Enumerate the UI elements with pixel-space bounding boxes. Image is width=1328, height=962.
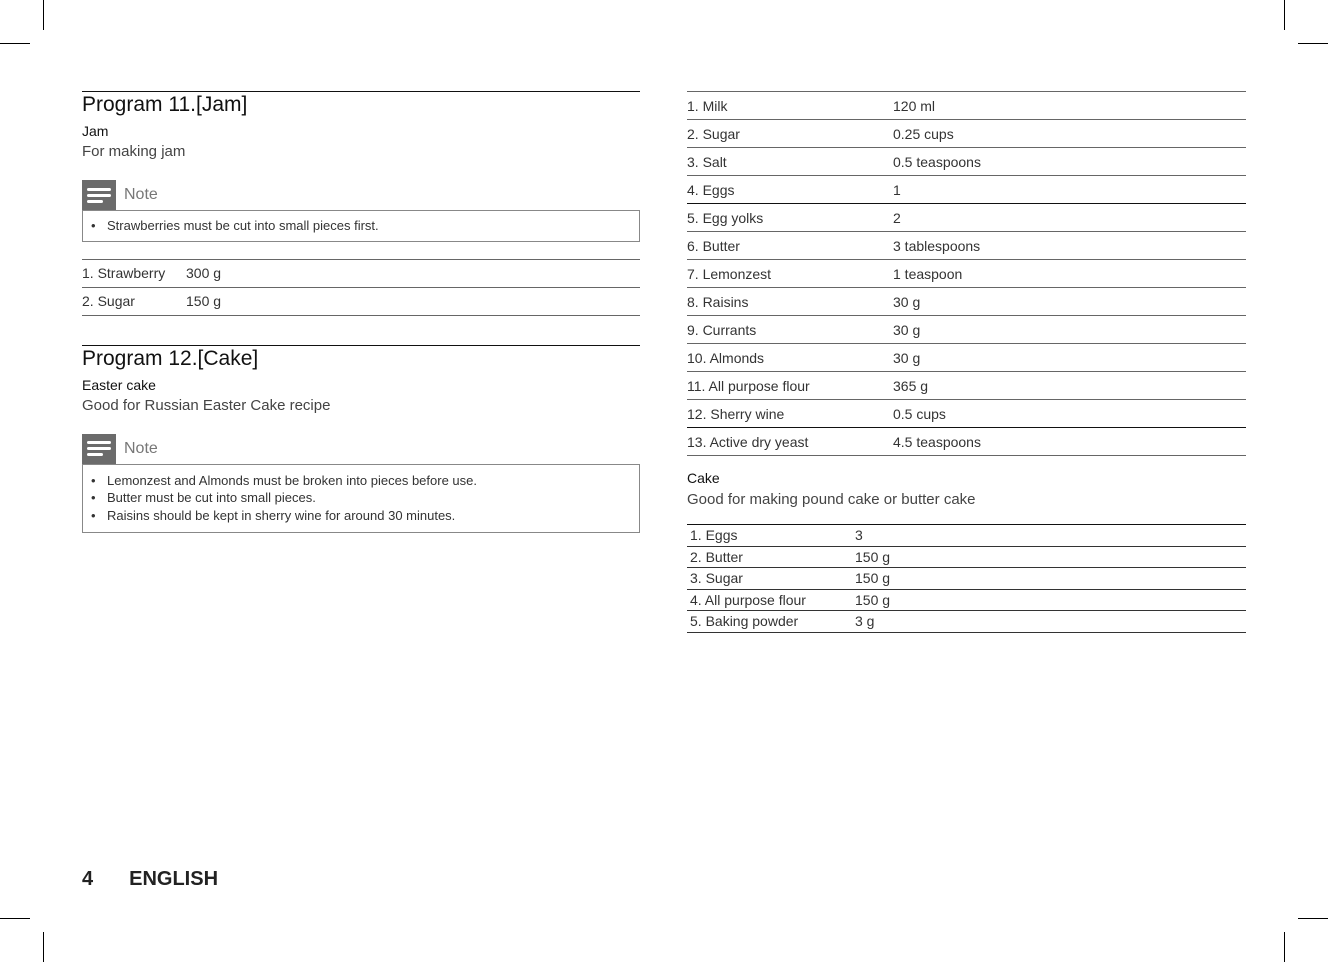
table-row — [687, 568, 1246, 590]
jam-ingredients-table — [82, 259, 640, 316]
ingredient-amount: 120 ml — [893, 97, 936, 114]
table-row — [687, 232, 1246, 260]
ingredient-name: 11. All purpose flour — [687, 377, 810, 394]
ingredient-name: 1. Strawberry — [82, 265, 166, 281]
table-row — [687, 611, 1246, 633]
table-row — [687, 316, 1246, 344]
table-row — [687, 148, 1246, 176]
table-row — [687, 288, 1246, 316]
ingredient-name: 4. All purpose flour — [690, 591, 806, 608]
page-footer — [82, 868, 218, 891]
ingredient-name: 2. Sugar — [82, 293, 135, 309]
easter-cake-ingredients-table — [687, 91, 1246, 456]
ingredient-name: 10. Almonds — [687, 349, 765, 366]
note-box — [82, 210, 640, 242]
ingredient-amount: 2 — [893, 209, 901, 226]
program-11-description: For making jam — [82, 143, 186, 160]
ingredient-name: 9. Currants — [687, 321, 757, 338]
program-12-description: Good for Russian Easter Cake recipe — [82, 396, 331, 414]
page-number: 4 — [82, 868, 94, 890]
ingredient-name: 6. Butter — [687, 237, 740, 254]
program-12-subtitle: Easter cake — [82, 376, 156, 393]
ingredient-name: 5. Egg yolks — [687, 209, 764, 226]
ingredient-name: 3. Sugar — [690, 570, 743, 587]
ingredient-amount: 300 g — [186, 265, 222, 281]
table-row — [687, 92, 1246, 120]
program-11-section — [82, 91, 640, 316]
table-row — [82, 259, 640, 287]
ingredient-amount: 4.5 teaspoons — [893, 433, 981, 450]
cake-ingredients-table — [687, 524, 1246, 633]
table-row — [687, 546, 1246, 568]
program-12-section — [82, 345, 640, 534]
ingredient-amount: 150 g — [186, 293, 222, 309]
cake-subtitle: Cake — [687, 470, 720, 486]
table-row — [687, 204, 1246, 232]
note-item: • Strawberries must be cut into small pieces first. — [91, 217, 629, 235]
ingredient-amount: 30 g — [893, 293, 921, 310]
ingredient-amount: 1 teaspoon — [893, 265, 963, 282]
ingredient-name: 12. Sherry wine — [687, 405, 785, 422]
note-label: Note — [124, 186, 158, 203]
ingredient-amount: 3 — [855, 527, 863, 544]
table-row — [687, 400, 1246, 428]
cake-description: Good for making pound cake or butter cake — [687, 491, 976, 508]
note-item: • Butter must be cut into small pieces. — [91, 489, 629, 507]
program-11-title: Program 11.[Jam] — [82, 91, 640, 117]
note-item: • Lemonzest and Almonds must be broken into pieces before use. — [91, 472, 629, 490]
note-icon — [82, 434, 116, 464]
ingredient-name: 1. Eggs — [690, 527, 738, 544]
note-header — [82, 434, 640, 464]
ingredient-amount: 3 tablespoons — [893, 237, 981, 254]
ingredient-name: 2. Butter — [690, 548, 743, 565]
ingredient-amount: 30 g — [893, 321, 921, 338]
left-column — [82, 91, 640, 533]
ingredient-amount: 365 g — [893, 377, 929, 394]
crop-mark — [43, 932, 44, 962]
crop-mark — [43, 0, 44, 30]
ingredient-amount: 0.25 cups — [893, 125, 954, 142]
ingredient-amount: 0.5 teaspoons — [893, 153, 981, 170]
ingredient-name: 2. Sugar — [687, 125, 740, 142]
ingredient-name: 13. Active dry yeast — [687, 433, 809, 450]
table-row — [687, 589, 1246, 611]
language-label: ENGLISH — [129, 868, 219, 890]
table-row — [687, 428, 1246, 456]
right-column — [687, 91, 1246, 633]
ingredient-name: 5. Baking powder — [690, 613, 799, 630]
ingredient-name: 1. Milk — [687, 97, 728, 114]
table-row — [687, 372, 1246, 400]
crop-mark — [0, 918, 30, 919]
table-row — [687, 344, 1246, 372]
table-row — [82, 287, 640, 315]
ingredient-name: 4. Eggs — [687, 181, 735, 198]
program-12-title: Program 12.[Cake] — [82, 345, 640, 371]
crop-mark — [1298, 43, 1328, 44]
ingredient-amount: 150 g — [855, 570, 891, 587]
ingredient-amount: 150 g — [855, 548, 891, 565]
ingredient-amount: 30 g — [893, 349, 921, 366]
note-item: • Raisins should be kept in sherry wine for around 30 minutes. — [91, 507, 629, 525]
crop-mark — [1284, 0, 1285, 30]
note-header — [82, 180, 640, 210]
table-row — [687, 260, 1246, 288]
note-icon — [82, 180, 116, 210]
table-row — [687, 525, 1246, 547]
table-row — [687, 176, 1246, 204]
ingredient-amount: 150 g — [855, 591, 891, 608]
crop-mark — [1284, 932, 1285, 962]
ingredient-amount: 1 — [893, 181, 901, 198]
ingredient-amount: 3 g — [855, 613, 875, 630]
ingredient-name: 8. Raisins — [687, 293, 749, 310]
program-11-subtitle: Jam — [82, 123, 109, 139]
note-label: Note — [124, 439, 158, 457]
ingredient-amount: 0.5 cups — [893, 405, 946, 422]
ingredient-name: 3. Salt — [687, 153, 727, 170]
crop-mark — [0, 43, 30, 44]
crop-mark — [1298, 918, 1328, 919]
ingredient-name: 7. Lemonzest — [687, 265, 772, 282]
note-box — [82, 464, 640, 534]
table-row — [687, 120, 1246, 148]
